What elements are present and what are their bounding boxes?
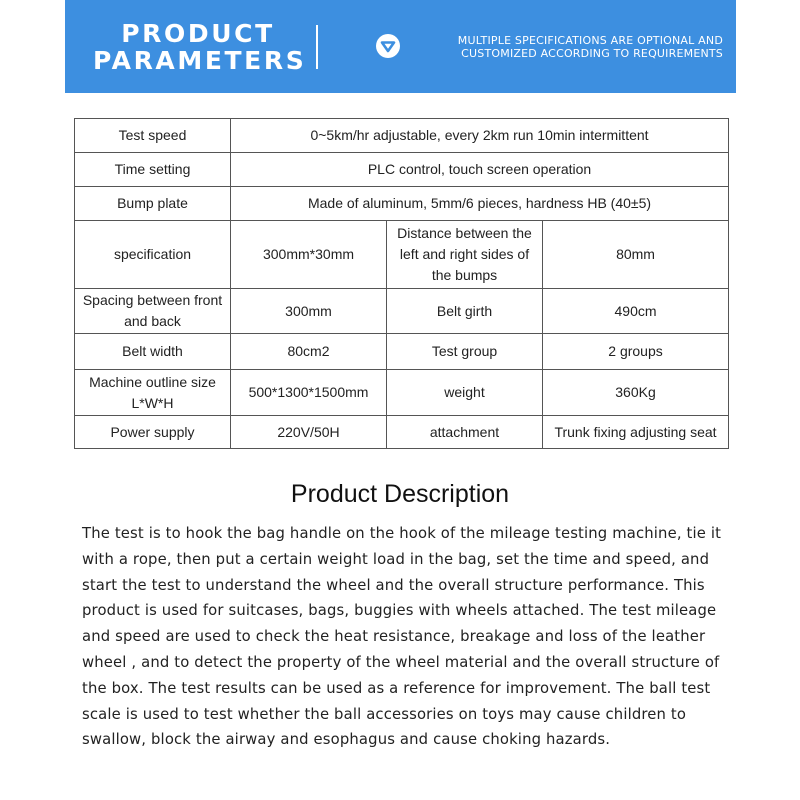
table-cell-label: Power supply — [75, 416, 231, 449]
table-cell-value: 300mm — [231, 289, 387, 334]
table-cell-value: 0~5km/hr adjustable, every 2km run 10min intermittent — [231, 119, 729, 153]
table-cell-label: Time setting — [75, 153, 231, 187]
table-cell-value: Trunk fixing adjusting seat — [543, 416, 729, 449]
table-cell-label: weight — [387, 370, 543, 416]
banner-title — [93, 19, 307, 75]
banner-note-line2: CUSTOMIZED ACCORDING TO REQUIREMENTS — [461, 47, 723, 60]
table-row — [75, 289, 729, 334]
banner-title-line2: PARAMETERS — [93, 46, 307, 75]
table-cell-value: 490cm — [543, 289, 729, 334]
table-cell-value: 500*1300*1500mm — [231, 370, 387, 416]
table-cell-value: PLC control, touch screen operation — [231, 153, 729, 187]
table-cell-value: 220V/50H — [231, 416, 387, 449]
table-cell-value: 360Kg — [543, 370, 729, 416]
banner-divider — [316, 25, 318, 69]
header-banner — [65, 0, 736, 93]
table-cell-label: Belt girth — [387, 289, 543, 334]
table-cell-label: Test speed — [75, 119, 231, 153]
parameters-table — [74, 118, 729, 449]
table-cell-label: Machine outline size L*W*H — [75, 370, 231, 416]
banner-note-line1: MULTIPLE SPECIFICATIONS ARE OPTIONAL AND — [457, 34, 723, 47]
table-row — [75, 221, 729, 289]
table-cell-label: specification — [75, 221, 231, 289]
table-cell-label: Spacing between front and back — [75, 289, 231, 334]
table-row — [75, 334, 729, 370]
table-cell-label: Belt width — [75, 334, 231, 370]
table-cell-value: Made of aluminum, 5mm/6 pieces, hardness HB (40±5) — [231, 187, 729, 221]
table-row — [75, 416, 729, 449]
table-cell-label: Bump plate — [75, 187, 231, 221]
table-cell-label: Distance between the left and right sides of the bumps — [387, 221, 543, 289]
table-cell-value: 80mm — [543, 221, 729, 289]
table-cell-value: 2 groups — [543, 334, 729, 370]
table-row — [75, 119, 729, 153]
table-cell-value: 300mm*30mm — [231, 221, 387, 289]
description-paragraph: The test is to hook the bag handle on the hook of the mileage testing machine, tie it with a rope, then put a certain weight load in the bag, set the time and speed, and start the test to understand the wheel and the overall structure performance. This product is used for suitcases, bags, buggies with wheels attached. The test mileage and speed are used to check the heat resistance, breakage and loss of the leather wheel , and to detect the property of the wheel material and the overall structure of the box. The test results can be used as a reference for improvement. The ball test scale is used to test whether the ball accessories on toys may cause children to swallow, block the airway and esophagus and cause choking hazards. — [82, 525, 722, 749]
section-title: Product Description — [290, 480, 510, 508]
table-cell-label: attachment — [387, 416, 543, 449]
banner-title-line1: PRODUCT — [121, 19, 275, 48]
table-row — [75, 187, 729, 221]
table-row — [75, 153, 729, 187]
table-cell-value: 80cm2 — [231, 334, 387, 370]
table-cell-label: Test group — [387, 334, 543, 370]
chevron-down-circle-icon — [375, 33, 401, 59]
banner-note — [411, 34, 723, 60]
table-row — [75, 370, 729, 416]
